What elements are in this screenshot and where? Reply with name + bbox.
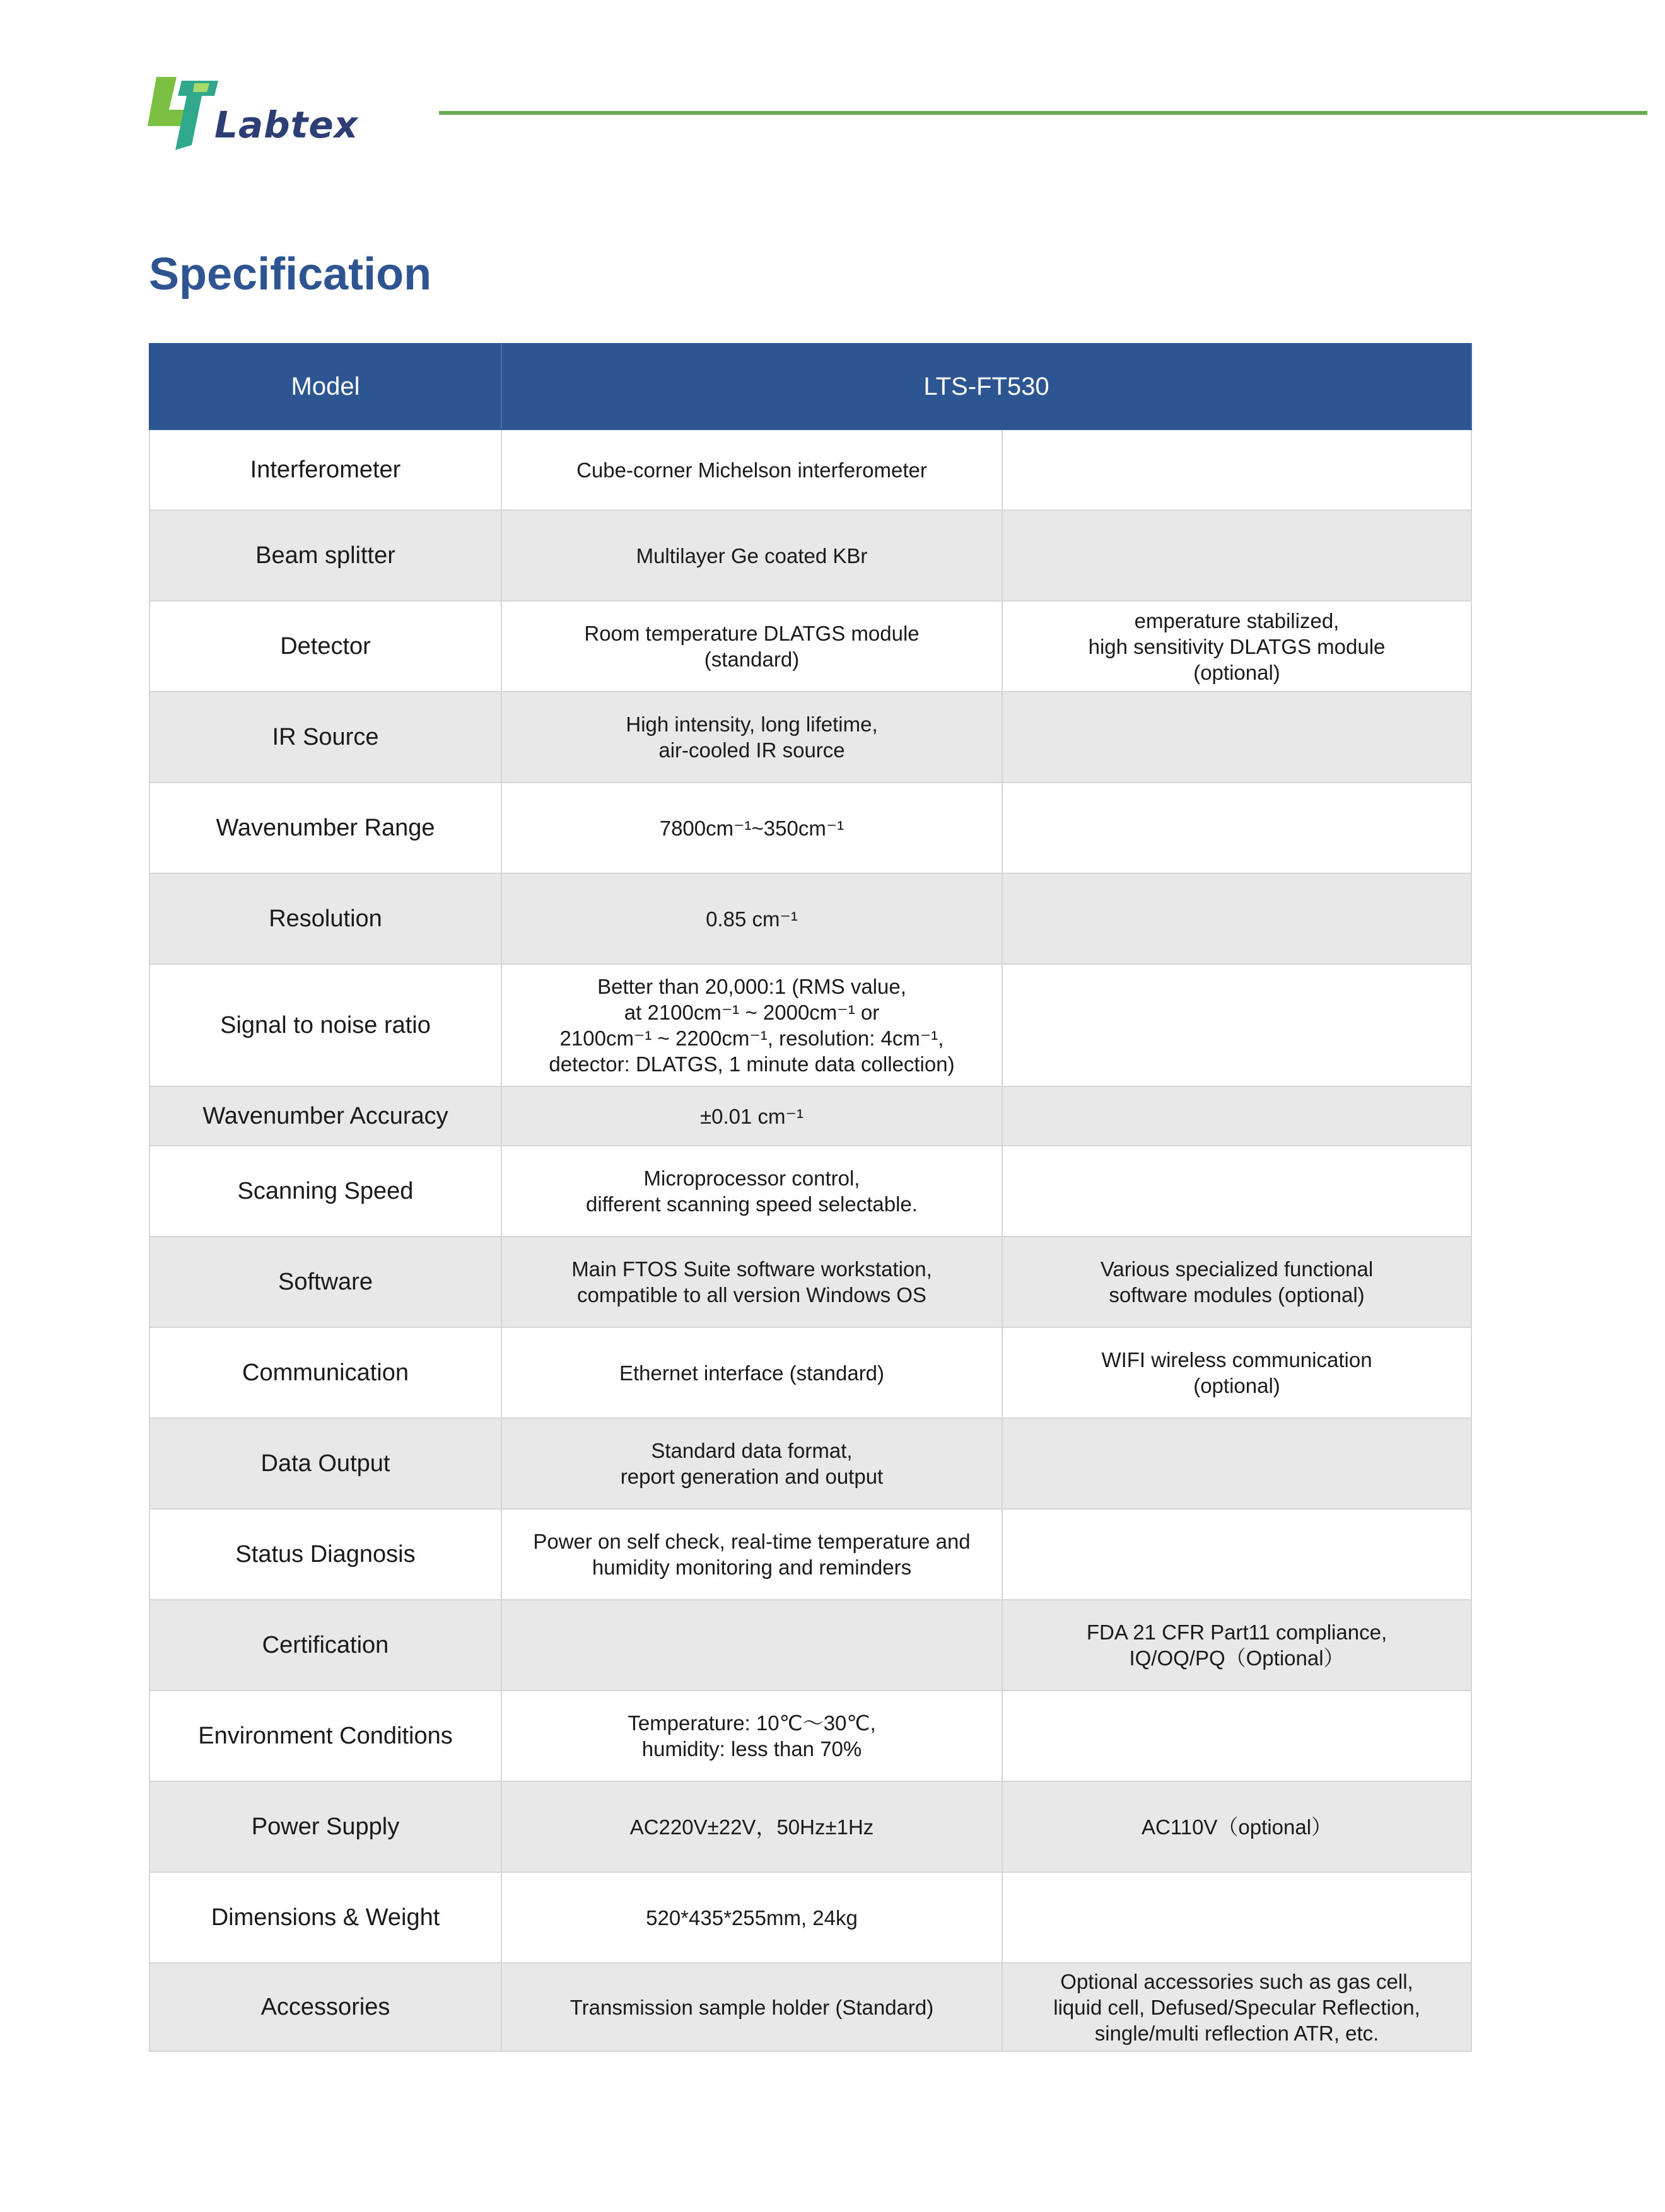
table-row	[149, 601, 1471, 692]
spec-label: Scanning Speed	[149, 1146, 501, 1237]
spec-label: Accessories	[149, 1963, 501, 2051]
spec-optional-value	[1002, 429, 1471, 510]
spec-optional-value	[1002, 692, 1471, 783]
table-row	[149, 873, 1471, 964]
spec-standard-value: 0.85 cm⁻¹	[501, 873, 1002, 964]
table-row	[149, 1418, 1471, 1509]
labtex-logo-icon	[144, 71, 219, 159]
spec-table-body	[149, 429, 1471, 2051]
spec-optional-value	[1002, 1509, 1471, 1600]
spec-standard-value: 7800cm⁻¹~350cm⁻¹	[501, 783, 1002, 873]
spec-standard-value: Standard data format, report generation and output	[501, 1418, 1002, 1509]
spec-label: Wavenumber Accuracy	[149, 1086, 501, 1146]
header-model: Model	[149, 344, 501, 429]
table-row	[149, 1327, 1471, 1418]
spec-standard-value: Cube-corner Michelson interferometer	[501, 429, 1002, 510]
spec-label: IR Source	[149, 692, 501, 783]
spec-optional-value: WIFI wireless communication (optional)	[1002, 1327, 1471, 1418]
table-row	[149, 1691, 1471, 1781]
spec-label: Data Output	[149, 1418, 501, 1509]
spec-standard-value: Multilayer Ge coated KBr	[501, 510, 1002, 601]
spec-optional-value	[1002, 1418, 1471, 1509]
spec-optional-value: Optional accessories such as gas cell, liquid cell, Defused/Specular Reflection, single/multi reflection ATR, etc.	[1002, 1963, 1471, 2051]
table-header-row	[149, 344, 1471, 429]
table-row	[149, 429, 1471, 510]
table-row	[149, 1146, 1471, 1237]
table-row	[149, 1237, 1471, 1327]
spec-standard-value: ±0.01 cm⁻¹	[501, 1086, 1002, 1146]
spec-standard-value: AC220V±22V，50Hz±1Hz	[501, 1781, 1002, 1872]
spec-label: Software	[149, 1237, 501, 1327]
spec-label: Environment Conditions	[149, 1691, 501, 1781]
spec-optional-value	[1002, 873, 1471, 964]
spec-optional-value	[1002, 1146, 1471, 1237]
spec-label: Status Diagnosis	[149, 1509, 501, 1600]
spec-optional-value: emperature stabilized, high sensitivity DLATGS module (optional)	[1002, 601, 1471, 692]
spec-label: Communication	[149, 1327, 501, 1418]
spec-optional-value	[1002, 1086, 1471, 1146]
spec-optional-value: Various specialized functional software modules (optional)	[1002, 1237, 1471, 1327]
spec-label: Wavenumber Range	[149, 783, 501, 873]
table-row	[149, 1781, 1471, 1872]
spec-standard-value: Microprocessor control, different scanning speed selectable.	[501, 1146, 1002, 1237]
spec-standard-value: Main FTOS Suite software workstation, compatible to all version Windows OS	[501, 1237, 1002, 1327]
spec-label: Certification	[149, 1600, 501, 1691]
spec-optional-value	[1002, 783, 1471, 873]
header-rule	[439, 111, 1647, 115]
spec-label: Dimensions & Weight	[149, 1872, 501, 1963]
table-row	[149, 510, 1471, 601]
spec-standard-value: Better than 20,000:1 (RMS value, at 2100cm⁻¹ ~ 2000cm⁻¹ or 2100cm⁻¹ ~ 2200cm⁻¹, resolution: 4cm⁻¹, detector: DLATGS, 1 minute data collection)	[501, 964, 1002, 1086]
spec-optional-value	[1002, 510, 1471, 601]
table-row	[149, 692, 1471, 783]
brand-logo	[144, 71, 371, 159]
spec-optional-value: AC110V（optional）	[1002, 1781, 1471, 1872]
spec-label: Power Supply	[149, 1781, 501, 1872]
spec-optional-value: FDA 21 CFR Part11 compliance, IQ/OQ/PQ（Optional）	[1002, 1600, 1471, 1691]
spec-standard-value: Power on self check, real-time temperature and humidity monitoring and reminders	[501, 1509, 1002, 1600]
spec-standard-value: Temperature: 10℃～30℃, humidity: less than 70%	[501, 1691, 1002, 1781]
table-row	[149, 783, 1471, 873]
spec-label: Detector	[149, 601, 501, 692]
spec-standard-value: Transmission sample holder (Standard)	[501, 1963, 1002, 2051]
table-row	[149, 1963, 1471, 2051]
table-row	[149, 964, 1471, 1086]
spec-optional-value	[1002, 1691, 1471, 1781]
table-row	[149, 1086, 1471, 1146]
spec-standard-value: Room temperature DLATGS module (standard)	[501, 601, 1002, 692]
spec-standard-value	[501, 1600, 1002, 1691]
spec-optional-value	[1002, 964, 1471, 1086]
table-row	[149, 1872, 1471, 1963]
table-row	[149, 1509, 1471, 1600]
page-title: Specification	[149, 249, 432, 300]
spec-label: Beam splitter	[149, 510, 501, 601]
spec-optional-value	[1002, 1872, 1471, 1963]
spec-standard-value: 520*435*255mm, 24kg	[501, 1872, 1002, 1963]
table-row	[149, 1600, 1471, 1691]
spec-standard-value: High intensity, long lifetime, air-cooled IR source	[501, 692, 1002, 783]
spec-label: Interferometer	[149, 429, 501, 510]
brand-name: Labtex	[214, 103, 359, 146]
spec-standard-value: Ethernet interface (standard)	[501, 1327, 1002, 1418]
spec-table	[149, 343, 1472, 2052]
spec-label: Resolution	[149, 873, 501, 964]
spec-label: Signal to noise ratio	[149, 964, 501, 1086]
header-model-name: LTS-FT530	[501, 344, 1471, 429]
